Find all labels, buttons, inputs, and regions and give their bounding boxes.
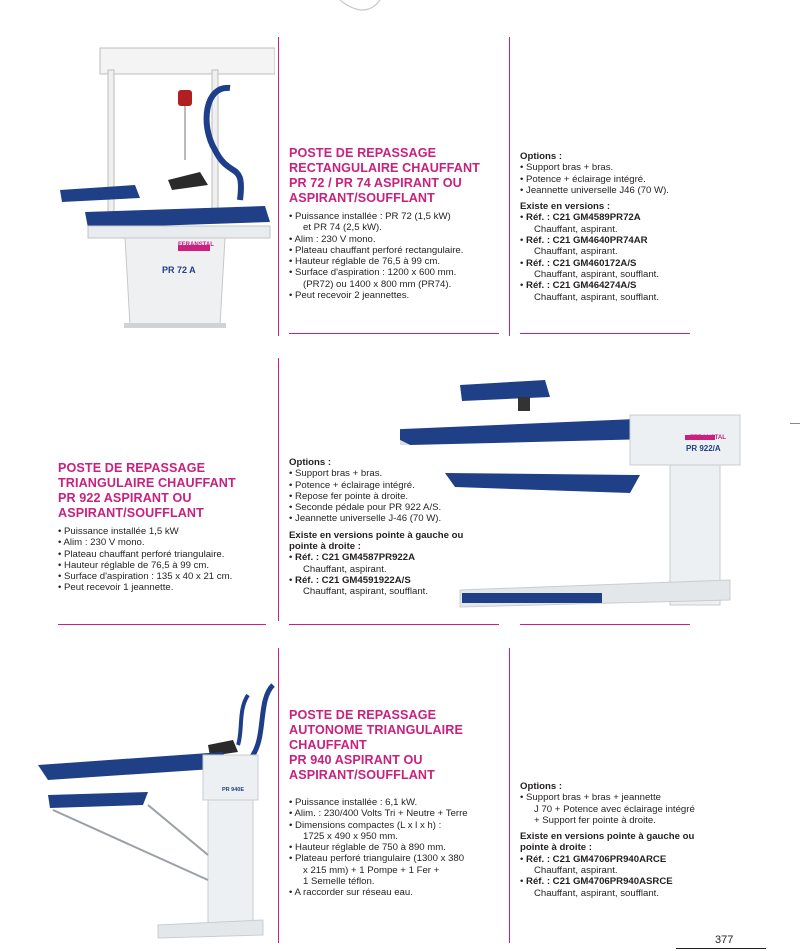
ref-item: • Réf. : C21 GM464274A/S Chauffant, aspirant, soufflant. [520, 280, 720, 303]
option-item: • Support bras + bras. [289, 468, 499, 479]
section3-options-title: Options : [520, 781, 563, 792]
divider-horizontal-2c [520, 624, 690, 625]
section2-specs [58, 526, 273, 594]
spec-item: • Plateau chauffant perforé triangulaire. [58, 549, 273, 560]
section2-options-title: Options : [289, 457, 332, 468]
pr940-model-label: PR 940E [222, 787, 245, 793]
spec-item: • Dimensions compactes (L x l x h) : 1725 x 490 x 950 mm. [289, 820, 504, 843]
spec-item: • Plateau perforé triangulaire (1300 x 380 x 215 mm) + 1 Pompe + 1 Fer + 1 Semelle téflon. [289, 853, 504, 887]
divider-vertical-3b [509, 648, 510, 943]
section3-title-line5: ASPIRANT/SOUFFLANT [289, 768, 435, 782]
pr72-machine-image [40, 40, 275, 335]
page-number-rule [676, 948, 766, 949]
spec-item: • Puissance installée : PR 72 (1,5 kW) et PR 74 (2,5 kW). [289, 211, 504, 234]
option-item: • Repose fer pointe à droite. [289, 491, 499, 502]
spec-item: • Surface d'aspiration : 1200 x 600 mm. (PR72) ou 1400 x 800 mm (PR74). [289, 267, 504, 290]
section3-versions-title: Existe en versions pointe à gauche ou pointe à droite : [520, 831, 695, 854]
spec-item: • Puissance installée 1,5 kW [58, 526, 273, 537]
option-item: • Support bras + bras + jeannette J 70 + Potence avec éclairage intégré + Support fer pointe à droite. [520, 792, 730, 826]
section3-title-line2: AUTONOME TRIANGULAIRE [289, 723, 463, 737]
divider-horizontal-1a [289, 333, 499, 334]
section2-title-line4: ASPIRANT/SOUFFLANT [58, 506, 204, 520]
spec-item: • Hauteur réglable de 76,5 à 99 cm. [58, 560, 273, 571]
ref-item: • Réf. : C21 GM4587PR922A Chauffant, aspirant. [289, 552, 499, 575]
section2-options [289, 457, 499, 598]
ref-item: • Réf. : C21 GM460172A/S Chauffant, aspirant, soufflant. [520, 258, 720, 281]
divider-vertical-1b [509, 37, 510, 336]
option-item: • Seconde pédale pour PR 922 A/S. [289, 502, 499, 513]
section1-text [289, 146, 504, 301]
pr922-model-label: PR 922/A [686, 444, 721, 453]
section1-versions-title: Existe en versions : [520, 201, 611, 213]
page-number: 377 [715, 934, 734, 946]
pr922-brand-label: FERANSTAL [690, 435, 726, 441]
option-item: • Jeannette universelle J46 (70 W). [520, 185, 720, 196]
section2-title [58, 461, 273, 521]
spec-item: • Peut recevoir 2 jeannettes. [289, 290, 504, 301]
section2-title-line2: TRIANGULAIRE CHAUFFANT [58, 476, 236, 490]
section2-text [58, 461, 273, 594]
divider-vertical-2 [278, 358, 279, 621]
section3-title-line1: POSTE DE REPASSAGE [289, 708, 437, 722]
section3-specs [289, 797, 504, 899]
spec-item: • Alim : 230 V mono. [289, 234, 504, 245]
ref-item: • Réf. : C21 GM4706PR940ASRCE Chauffant, aspirant, soufflant. [520, 876, 730, 899]
spec-item: • Puissance installée : 6,1 kW. [289, 797, 504, 808]
section1-options [520, 151, 720, 303]
ref-item: • Réf. : C21 GM4591922A/S Chauffant, aspirant, soufflant. [289, 575, 499, 598]
option-item: • Jeannette universelle J-46 (70 W). [289, 513, 499, 524]
pr72-model-label: PR 72 A [162, 265, 196, 275]
section1-title [289, 146, 504, 206]
section1-title-line3: PR 72 / PR 74 ASPIRANT OU [289, 176, 462, 190]
section3-title-line4: PR 940 ASPIRANT OU [289, 753, 423, 767]
spec-item: • Peut recevoir 1 jeannette. [58, 582, 273, 593]
ref-item: • Réf. : C21 GM4706PR940ARCE Chauffant, aspirant. [520, 854, 730, 877]
section1-options-list [520, 162, 720, 196]
ref-item: • Réf. : C21 GM4589PR72A Chauffant, aspirant. [520, 212, 720, 235]
section3-text [289, 708, 504, 899]
divider-horizontal-2a [58, 624, 266, 625]
ref-item: • Réf. : C21 GM4640PR74AR Chauffant, aspirant. [520, 235, 720, 258]
section2-refs [289, 552, 499, 597]
section2-options-list [289, 468, 499, 524]
option-item: • Support bras + bras. [520, 162, 720, 173]
section1-title-line2: RECTANGULAIRE CHAUFFANT [289, 161, 480, 175]
section1-title-line4: ASPIRANT/SOUFFLANT [289, 191, 435, 205]
spec-item: • Plateau chauffant perforé rectangulaire. [289, 245, 504, 256]
divider-horizontal-1b [520, 333, 690, 334]
divider-horizontal-2b [289, 624, 499, 625]
pr72-brand-label: FERANSTAL [178, 242, 214, 248]
section3-title [289, 708, 504, 783]
margin-tick [790, 423, 800, 424]
option-item: • Potence + éclairage intégré. [289, 480, 499, 491]
spec-item: • Surface d'aspiration : 135 x 40 x 21 cm. [58, 571, 273, 582]
spec-item: • Alim : 230 V mono. [58, 537, 273, 548]
section3-options [520, 781, 730, 899]
divider-vertical-1a [278, 37, 279, 336]
divider-vertical-3a [278, 648, 279, 943]
spec-item: • Alim. : 230/400 Volts Tri + Neutre + Terre [289, 808, 504, 819]
option-item: • Potence + éclairage intégré. [520, 174, 720, 185]
section2-title-line1: POSTE DE REPASSAGE [58, 461, 206, 475]
section1-specs [289, 211, 504, 301]
pr940-machine-image [38, 680, 278, 945]
spec-item: • Hauteur réglable de 76,5 à 99 cm. [289, 256, 504, 267]
section3-title-line3: CHAUFFANT [289, 738, 367, 752]
section1-title-line1: POSTE DE REPASSAGE [289, 146, 437, 160]
section2-versions-title: Existe en versions pointe à gauche ou pointe à droite : [289, 529, 464, 553]
spec-item: • Hauteur réglable de 750 à 890 mm. [289, 842, 504, 853]
top-arc-decoration [0, 0, 800, 40]
section1-options-title: Options : [520, 151, 563, 162]
section3-options-list [520, 792, 730, 826]
spec-item: • A raccorder sur réseau eau. [289, 887, 504, 898]
section3-refs [520, 854, 730, 899]
section1-refs [520, 212, 720, 302]
section2-title-line3: PR 922 ASPIRANT OU [58, 491, 192, 505]
